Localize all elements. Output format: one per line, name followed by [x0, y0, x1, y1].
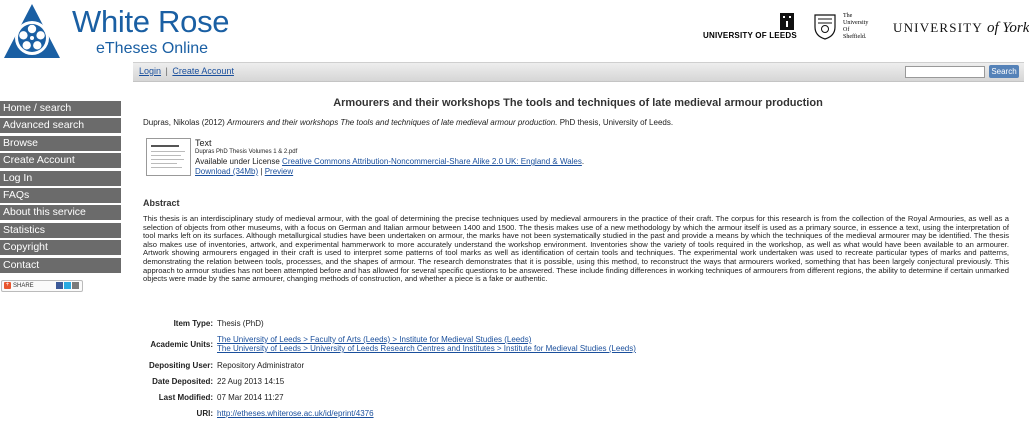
site-logo-title[interactable]: White Rose [72, 4, 230, 39]
facebook-icon [56, 282, 63, 289]
preview-link[interactable]: Preview [264, 167, 294, 176]
uri-link[interactable]: http://etheses.whiterose.ac.uk/id/eprint/4376 [217, 408, 374, 418]
university-of-sheffield-logo[interactable] [812, 12, 878, 44]
login-link[interactable]: Login [139, 66, 162, 76]
search-button[interactable]: Search [989, 65, 1019, 78]
license-prefix: Available under License [195, 157, 280, 166]
license-end: . [581, 157, 585, 166]
citation-suffix: PhD thesis, University of Leeds. [559, 118, 674, 127]
site-header [0, 0, 1029, 62]
abstract-text: This thesis is an interdisciplinary study of medieval armour, with the goal of determining the precise techniques used by medieval armourers in the practice of their craft. The corpus for this research is from the collection of the Royal Armouries, as well as a selection of objects from other museums, with a focus on German and Italian armour between 1400 and 1500. The thesis makes use of a new methodology by which the armour itself is used as a primary source, in essence a text, using the interpretation of tool marks left on its surfaces. Although metallurgical studies have been undertaken on armour, the marks have not been systematically studied in the past and provide a means by which the techniques of the medieval armourer may be identified. The thesis also makes use of inventories, artwork, and experimental hammerwork to more accurately understand the workshop environment. Inventories show the variety of tools required in the workshop, as well as what would have been available to an armourer. Artwork showing armourers engaged in their craft is used to interpret some patterns of tool marks as well as identification of certain tools and techniques. The experimental work undertaken was used to recreate particular types of marks and patterns, demonstrating the relation between tools, processes, and the shapes of armour. The research demonstrates that it is possible, using this method, to reconstruct the ways that armourers worked, something that has been largely conjectural previously. This approach to armour studies has not been attempted before and has allowed for several specific questions to be answered. These include finding differences in working techniques of armourers from different regions, the ability to determine if certain unmarked objects were made by the same armourer, changing methods of construction, and whether a piece is a fake or authentic. [143, 214, 1009, 284]
metadata-value [217, 405, 843, 421]
thumb-line [151, 167, 182, 168]
metadata-row-uri [143, 405, 843, 421]
sidebar-item-home-search[interactable]: Home / search [0, 101, 121, 116]
share-label: SHARE [13, 283, 34, 289]
metadata-row-academic-units [143, 331, 843, 357]
email-icon [72, 282, 79, 289]
metadata-label: URI: [196, 408, 213, 418]
academic-unit-link[interactable]: The University of Leeds > University of Leeds Research Centres and Institutes > Institute for Medieval Studies (Leeds) [217, 344, 636, 353]
metadata-value [217, 331, 843, 357]
academic-unit-link[interactable]: The University of Leeds > Faculty of Arts (Leeds) > Institute for Medieval Studies (Leeds) [217, 335, 532, 344]
thumb-line [151, 145, 179, 147]
thumb-line [151, 163, 177, 164]
sheffield-name [843, 13, 868, 41]
metadata-value: 07 Mar 2014 11:27 [217, 392, 284, 402]
york-name-prefix: UNIVERSITY [893, 20, 983, 35]
sheffield-crest-icon [812, 12, 838, 40]
sheffield-name-line: Of [843, 27, 850, 33]
metadata-label: Last Modified: [158, 392, 213, 402]
sheffield-name-line: Sheffield. [843, 34, 867, 40]
sidebar-item-faqs[interactable]: FAQs [0, 188, 121, 203]
thumb-line [151, 155, 181, 156]
metadata-value: 22 Aug 2013 14:15 [217, 376, 285, 386]
document-info [195, 138, 584, 177]
leeds-name: UNIVERSITY OF LEEDS [703, 31, 797, 40]
university-of-york-logo[interactable] [893, 20, 1029, 37]
metadata-table [143, 315, 843, 421]
metadata-label: Depositing User: [148, 360, 213, 370]
citation-title: Armourers and their workshops The tools and techniques of late medieval armour production. [227, 118, 558, 127]
twitter-icon [64, 282, 71, 289]
document-type: Text [195, 138, 212, 148]
citation-author: Dupras, Nikolas (2012) [143, 118, 225, 127]
york-name-suffix: of York [986, 20, 1029, 36]
download-link[interactable]: Download (34Mb) [195, 167, 259, 176]
link-separator: | [165, 66, 168, 76]
download-line [195, 167, 584, 177]
login-toolbar [133, 62, 1024, 82]
thumb-line [151, 159, 184, 160]
site-logo-subtitle[interactable]: eTheses Online [96, 40, 209, 57]
account-links [139, 66, 234, 76]
plus-icon: + [5, 282, 10, 288]
page-title: Armourers and their workshops The tools and techniques of late medieval armour production [333, 97, 823, 109]
metadata-row-last-modified [143, 389, 843, 405]
university-of-leeds-logo[interactable] [703, 12, 798, 42]
sidebar-nav [0, 101, 121, 275]
metadata-row-date-deposited [143, 373, 843, 389]
sheffield-name-line: University [843, 20, 869, 26]
sheffield-name-line: The [843, 13, 853, 19]
search-input[interactable] [905, 66, 985, 78]
create-account-link[interactable]: Create Account [172, 66, 234, 76]
sidebar-item-copyright[interactable]: Copyright [0, 240, 121, 255]
citation [143, 118, 673, 127]
thumb-line [151, 151, 185, 152]
license-line [195, 157, 584, 167]
sidebar-item-advanced-search[interactable]: Advanced search [0, 118, 121, 133]
document-filename: Dupras PhD Thesis Volumes 1 & 2.pdf [195, 149, 298, 155]
leeds-crest-icon [777, 12, 797, 32]
share-button[interactable] [1, 280, 83, 292]
abstract-heading: Abstract [143, 198, 180, 208]
metadata-label: Item Type: [173, 318, 213, 328]
document-thumbnail[interactable] [146, 138, 191, 176]
sidebar-item-statistics[interactable]: Statistics [0, 223, 121, 238]
metadata-label: Date Deposited: [152, 376, 213, 386]
social-icons [55, 282, 79, 292]
metadata-value: Thesis (PhD) [217, 318, 264, 328]
sidebar-item-about[interactable]: About this service [0, 205, 121, 220]
sidebar-item-create-account[interactable]: Create Account [0, 153, 121, 168]
metadata-row-depositing-user [143, 357, 843, 373]
link-separator: | [260, 167, 263, 176]
metadata-value: Repository Administrator [217, 360, 305, 370]
metadata-label: Academic Units: [150, 339, 213, 349]
sidebar-item-browse[interactable]: Browse [0, 136, 121, 151]
metadata-row-item-type [143, 315, 843, 331]
sidebar-item-contact[interactable]: Contact [0, 258, 121, 273]
sidebar-item-log-in[interactable]: Log In [0, 171, 121, 186]
white-rose-logo-icon[interactable] [2, 2, 62, 60]
license-link[interactable]: Creative Commons Attribution-Noncommercial-Share Alike 2.0 UK: England & Wales [282, 157, 582, 166]
